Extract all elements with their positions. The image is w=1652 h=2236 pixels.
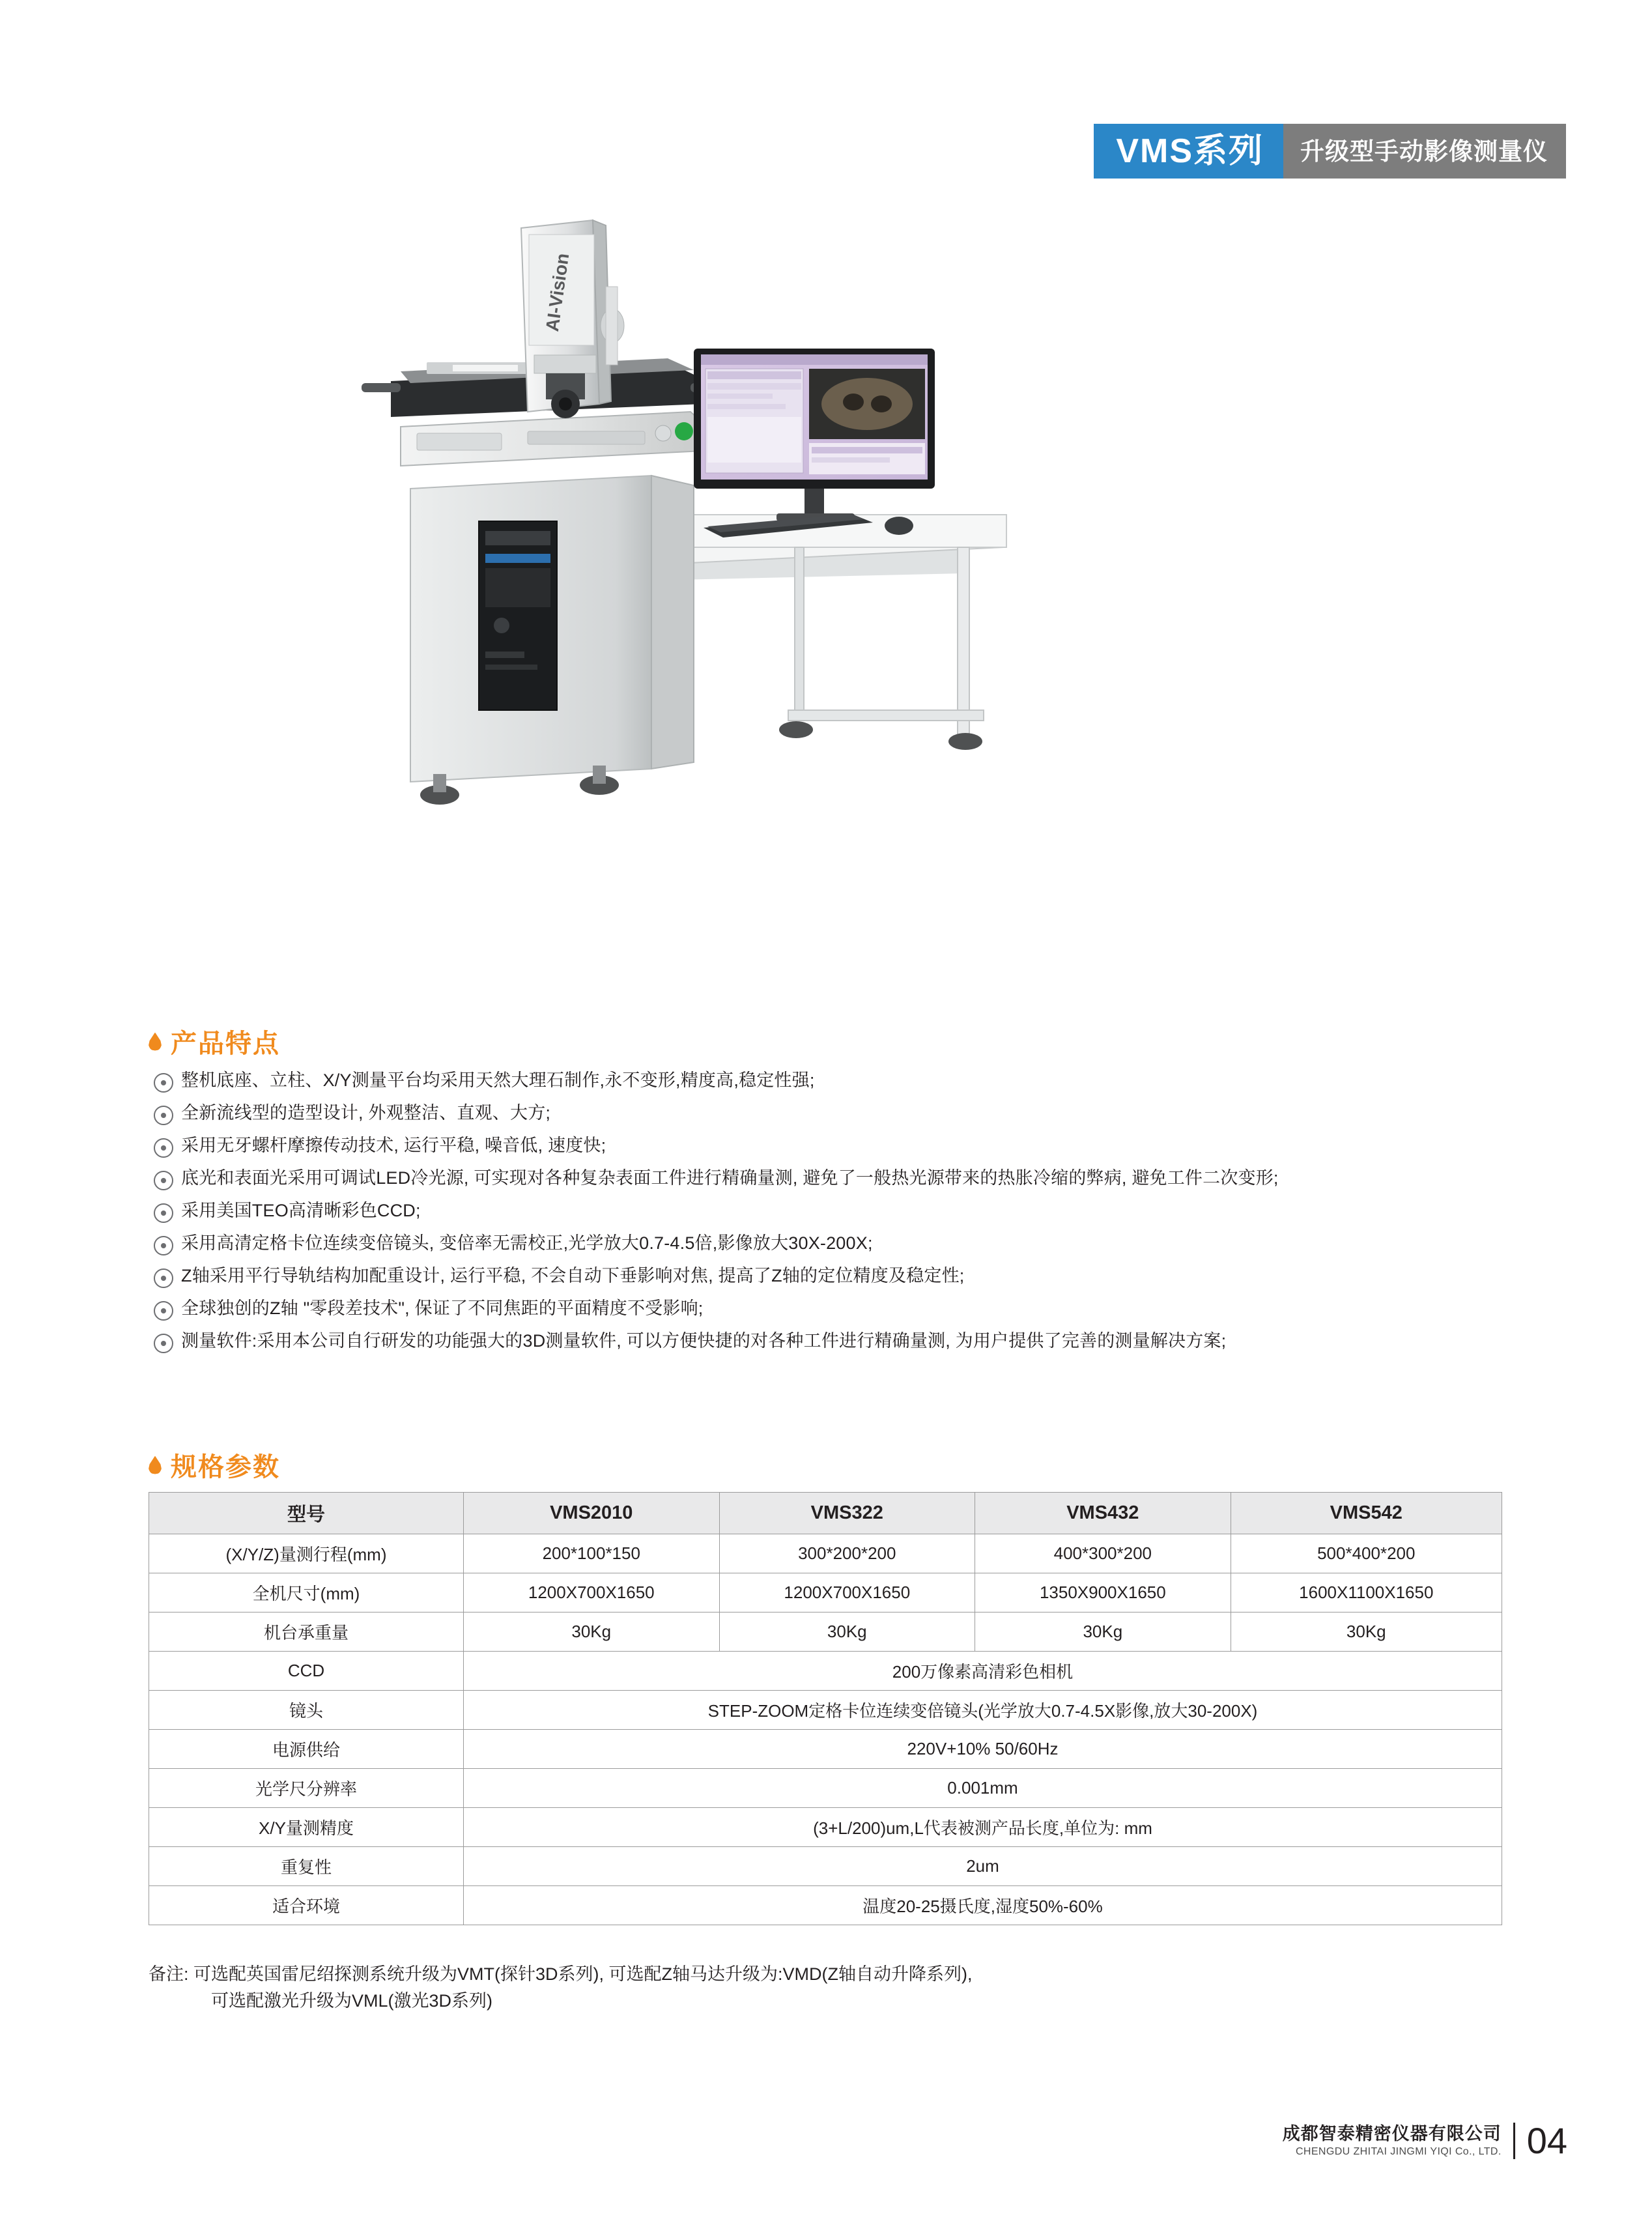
- ring-bullet-icon: [154, 1138, 173, 1158]
- list-item: [154, 1068, 1522, 1093]
- row-label: 镜头: [149, 1691, 464, 1730]
- row-label: CCD: [149, 1652, 464, 1691]
- table-row: [149, 1847, 1502, 1886]
- table-cell: 300*200*200: [719, 1534, 975, 1573]
- table-note: [149, 1961, 972, 2014]
- specs-section-heading: [149, 1446, 280, 1484]
- ring-bullet-icon: [154, 1106, 173, 1125]
- table-row: [149, 1808, 1502, 1847]
- ring-bullet-icon: [154, 1334, 173, 1353]
- feature-text: 采用无牙螺杆摩擦传动技术, 运行平稳, 噪音低, 速度快;: [181, 1136, 606, 1155]
- feature-text: 采用美国TEO高清晰彩色CCD;: [181, 1201, 421, 1220]
- row-label: X/Y量测精度: [149, 1808, 464, 1847]
- feature-text: 采用高清定格卡位连续变倍镜头, 变倍率无需校正,光学放大0.7-4.5倍,影像放大30X-200X;: [181, 1233, 873, 1253]
- vision-column-head: [521, 220, 624, 418]
- drop-icon: [149, 1456, 162, 1474]
- table-row: [149, 1886, 1502, 1925]
- features-section-heading: [149, 1023, 280, 1060]
- machine-control-panel: [401, 412, 704, 466]
- drop-icon: [149, 1033, 162, 1051]
- table-row: [149, 1730, 1502, 1769]
- column-header: VMS322: [719, 1493, 975, 1534]
- ring-bullet-icon: [154, 1171, 173, 1190]
- table-row: [149, 1652, 1502, 1691]
- table-row: [149, 1769, 1502, 1808]
- table-cell: 200*100*150: [464, 1534, 720, 1573]
- list-item: [154, 1134, 1522, 1158]
- table-cell: 400*300*200: [975, 1534, 1231, 1573]
- table-cell: 温度20-25摄氏度,湿度50%-60%: [464, 1886, 1502, 1925]
- column-header: 型号: [149, 1493, 464, 1534]
- row-label: 适合环境: [149, 1886, 464, 1925]
- specifications-table: [149, 1492, 1502, 1925]
- list-item: [154, 1329, 1522, 1353]
- features-list: [154, 1068, 1522, 1362]
- list-item: [154, 1297, 1522, 1321]
- feature-text: 测量软件:采用本公司自行研发的功能强大的3D测量软件, 可以方便快捷的对各种工件进行精确量测, 为用户提供了完善的测量解决方案;: [181, 1331, 1227, 1351]
- feature-text: 整机底座、立柱、X/Y测量平台均采用天然大理石制作,永不变形,精度高,稳定性强;: [181, 1070, 815, 1090]
- list-item: [154, 1101, 1522, 1125]
- feature-text: Z轴采用平行导轨结构加配重设计, 运行平稳, 不会自动下垂影响对焦, 提高了Z轴的定位精度及稳定性;: [181, 1266, 965, 1285]
- table-cell: 220V+10% 50/60Hz: [464, 1730, 1502, 1769]
- table-cell: 30Kg: [719, 1612, 975, 1652]
- note-line-2: 可选配激光升级为VML(激光3D系列): [211, 1990, 493, 2011]
- row-label: 机台承重量: [149, 1612, 464, 1652]
- page-footer: [1282, 2120, 1567, 2161]
- column-brand-text: AI-Vision: [541, 251, 573, 333]
- row-label: 全机尺寸(mm): [149, 1573, 464, 1612]
- ring-bullet-icon: [154, 1203, 173, 1223]
- ring-bullet-icon: [154, 1301, 173, 1321]
- header-title-main: VMS系列: [1094, 124, 1283, 179]
- footer-divider: [1513, 2123, 1515, 2159]
- specs-heading-text: 规格参数: [171, 1453, 280, 1482]
- table-cell: 30Kg: [464, 1612, 720, 1652]
- table-cell: 30Kg: [975, 1612, 1231, 1652]
- feature-text: 全新流线型的造型设计, 外观整洁、直观、大方;: [181, 1103, 551, 1123]
- computer-monitor: [694, 349, 935, 521]
- list-item: [154, 1231, 1522, 1255]
- table-cell: 30Kg: [1231, 1612, 1502, 1652]
- list-item: [154, 1264, 1522, 1288]
- machine-cabinet: [410, 476, 694, 805]
- ring-bullet-icon: [154, 1073, 173, 1093]
- ring-bullet-icon: [154, 1268, 173, 1288]
- note-line-1: 备注: 可选配英国雷尼绍探测系统升级为VMT(探针3D系列), 可选配Z轴马达升级为:VMD(Z轴自动升降系列),: [149, 1964, 973, 1984]
- row-label: (X/Y/Z)量测行程(mm): [149, 1534, 464, 1573]
- page-number: 04: [1526, 2120, 1567, 2161]
- company-name-en: CHENGDU ZHITAI JINGMI YIQI Co., LTD.: [1295, 2145, 1502, 2157]
- company-block: [1283, 2123, 1502, 2158]
- table-cell: STEP-ZOOM定格卡位连续变倍镜头(光学放大0.7-4.5X影像,放大30-200X): [464, 1691, 1502, 1730]
- page-header-banner: [1094, 124, 1566, 179]
- table-cell: 200万像素高清彩色相机: [464, 1652, 1502, 1691]
- table-cell: 1200X700X1650: [464, 1573, 720, 1612]
- table-cell: (3+L/200)um,L代表被测产品长度,单位为: mm: [464, 1808, 1502, 1847]
- header-title-sub: 升级型手动影像测量仪: [1283, 124, 1566, 179]
- ring-bullet-icon: [154, 1236, 173, 1255]
- column-header: VMS542: [1231, 1493, 1502, 1534]
- feature-text: 底光和表面光采用可调试LED冷光源, 可实现对各种复杂表面工件进行精确量测, 避免了一般热光源带来的热胀冷缩的弊病, 避免工件二次变形;: [181, 1168, 1279, 1188]
- table-cell: 1600X1100X1650: [1231, 1573, 1502, 1612]
- table-cell: 1350X900X1650: [975, 1573, 1231, 1612]
- product-photo: [339, 208, 1205, 977]
- row-label: 电源供给: [149, 1730, 464, 1769]
- table-cell: 2um: [464, 1847, 1502, 1886]
- company-name-cn: 成都智泰精密仪器有限公司: [1282, 2124, 1502, 2144]
- table-row: [149, 1573, 1502, 1612]
- column-header: VMS2010: [464, 1493, 720, 1534]
- table-header-row: [149, 1493, 1502, 1534]
- row-label: 光学尺分辨率: [149, 1769, 464, 1808]
- row-label: 重复性: [149, 1847, 464, 1886]
- table-row: [149, 1534, 1502, 1573]
- features-heading-text: 产品特点: [171, 1029, 280, 1058]
- column-header: VMS432: [975, 1493, 1231, 1534]
- table-row: [149, 1691, 1502, 1730]
- table-cell: 500*400*200: [1231, 1534, 1502, 1573]
- list-item: [154, 1199, 1522, 1223]
- list-item: [154, 1166, 1522, 1190]
- table-row: [149, 1612, 1502, 1652]
- table-cell: 0.001mm: [464, 1769, 1502, 1808]
- table-cell: 1200X700X1650: [719, 1573, 975, 1612]
- feature-text: 全球独创的Z轴 "零段差技术", 保证了不同焦距的平面精度不受影响;: [181, 1298, 704, 1318]
